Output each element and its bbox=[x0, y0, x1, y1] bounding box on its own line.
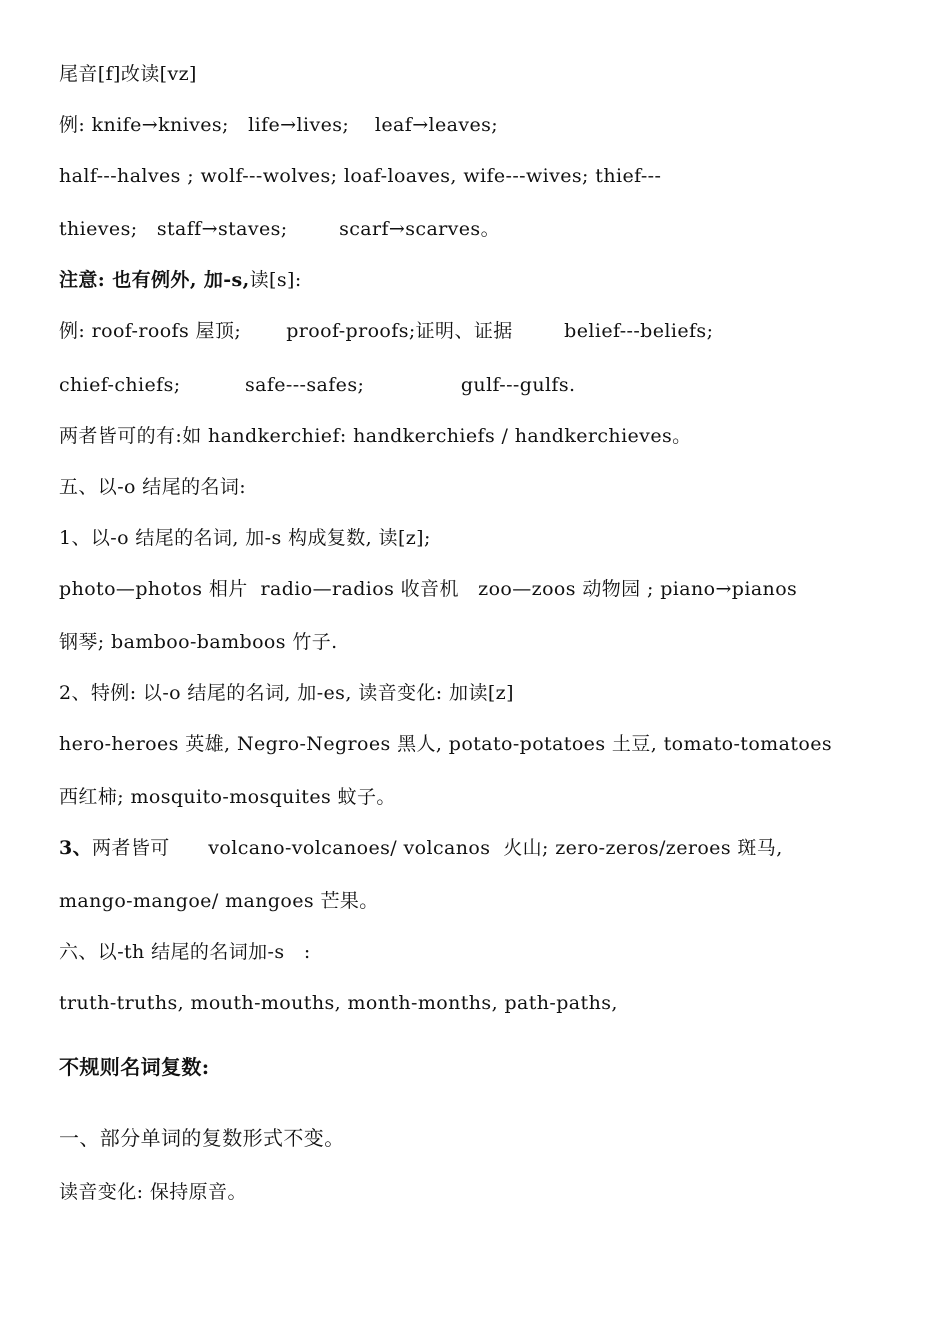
rule-3-line bbox=[59, 835, 783, 861]
rule-2-heading: 2、特例: 以-o 结尾的名词, 加-es, 读音变化: 加读[z] bbox=[59, 682, 514, 704]
rule-3-text: 两者皆可 volcano-volcanoes/ volcanos 火山; zero-zeros/zeroes 斑马, bbox=[92, 837, 783, 859]
note-heading bbox=[59, 267, 302, 293]
rule-1-heading: 1、以-o 结尾的名词, 加-s 构成复数, 读[z]; bbox=[59, 527, 431, 549]
text-line-18: mango-mangoe/ mangoes 芒果。 bbox=[59, 890, 379, 912]
note-heading-tail: 读[s]: bbox=[249, 269, 302, 291]
subsection-1-heading: 一、部分单词的复数形式不变。 bbox=[59, 1126, 345, 1150]
rule-3-number: 3、 bbox=[59, 837, 93, 859]
text-line-15: hero-heroes 英雄, Negro-Negroes 黑人, potato-potatoes 土豆, tomato-tomatoes bbox=[59, 733, 832, 755]
section-6-heading: 六、以-th 结尾的名词加-s : bbox=[59, 941, 311, 963]
irregular-plurals-heading: 不规则名词复数: bbox=[59, 1055, 210, 1079]
text-line-7: chief-chiefs; safe---safes; gulf---gulfs. bbox=[59, 374, 576, 396]
text-line-3: half---halves ; wolf---wolves; loaf-loaves, wife---wives; thief--- bbox=[59, 165, 662, 187]
text-line-4: thieves; staff→staves; scarf→scarves。 bbox=[59, 218, 500, 240]
text-line-6: 例: roof-roofs 屋顶; proof-proofs;证明、证据 belief---beliefs; bbox=[59, 320, 714, 342]
text-line-16: 西红柿; mosquito-mosquites 蚊子。 bbox=[59, 786, 396, 808]
text-line-2: 例: knife→knives; life→lives; leaf→leaves; bbox=[59, 114, 499, 136]
text-line-12: photo—photos 相片 radio—radios 收音机 zoo—zoos 动物园 ; piano→pianos bbox=[59, 578, 798, 600]
text-line-20: truth-truths, mouth-mouths, month-months, path-paths, bbox=[59, 992, 618, 1014]
text-line-8: 两者皆可的有:如 handkerchief: handkerchiefs / handkerchieves。 bbox=[59, 425, 692, 447]
note-heading-bold: 注意: 也有例外, 加-s, bbox=[59, 269, 250, 291]
text-line-23: 读音变化: 保持原音。 bbox=[59, 1181, 247, 1203]
section-5-heading: 五、以-o 结尾的名词: bbox=[59, 476, 247, 498]
text-line-1: 尾音[f]改读[vz] bbox=[59, 63, 197, 85]
text-line-13: 钢琴; bamboo-bamboos 竹子. bbox=[59, 631, 338, 653]
